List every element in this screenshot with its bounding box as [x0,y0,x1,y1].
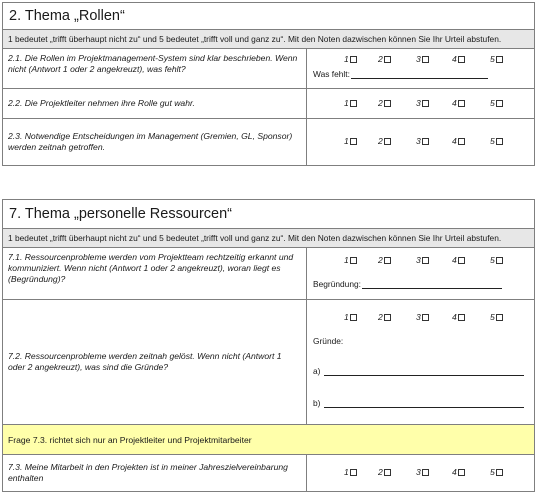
question-row [3,455,534,491]
rating-option[interactable] [378,255,391,265]
text-answer-field[interactable] [313,69,488,79]
answer-line[interactable] [351,69,488,79]
rating-checkbox[interactable] [350,138,357,145]
rating-number: 5 [490,54,495,64]
answer-line[interactable] [362,279,502,289]
rating-option[interactable] [416,98,429,108]
rating-checkbox[interactable] [384,100,391,107]
answer-cell [307,89,534,118]
rating-scale [307,255,534,267]
rating-option[interactable] [416,467,429,477]
rating-option[interactable] [344,255,357,265]
text-answer-field[interactable] [313,279,502,289]
rating-checkbox[interactable] [384,138,391,145]
rating-number: 2 [378,312,383,322]
rating-checkbox[interactable] [384,56,391,63]
rating-checkbox[interactable] [458,257,465,264]
rating-option[interactable] [452,312,465,322]
question-text: 2.1. Die Rollen im Projektmanagement-System sind klar beschrieben. Wenn nicht (Antwort 1 oder 2 angekreuzt), was fehlt? [3,49,307,88]
rating-number: 3 [416,312,421,322]
answer-line[interactable] [324,366,524,376]
question-text: 7.2. Ressourcenprobleme werden zeitnah gelöst. Wenn nicht (Antwort 1 oder 2 angekreuzt), was sind die Gründe? [3,300,307,424]
section-personelle-ressourcen [2,199,535,492]
rating-option[interactable] [416,54,429,64]
rating-number: 1 [344,98,349,108]
rating-number: 1 [344,467,349,477]
rating-option[interactable] [490,467,503,477]
rating-option[interactable] [344,467,357,477]
rating-option[interactable] [490,255,503,265]
rating-checkbox[interactable] [384,257,391,264]
rating-number: 3 [416,98,421,108]
section-rollen [2,2,535,166]
rating-option[interactable] [452,255,465,265]
answer-cell [307,119,534,165]
rating-checkbox[interactable] [496,469,503,476]
rating-checkbox[interactable] [384,314,391,321]
rating-checkbox[interactable] [350,469,357,476]
rating-number: 1 [344,312,349,322]
rating-option[interactable] [344,312,357,322]
rating-option[interactable] [490,54,503,64]
rating-number: 5 [490,98,495,108]
rating-checkbox[interactable] [422,100,429,107]
rating-number: 5 [490,136,495,146]
rating-number: 2 [378,467,383,477]
rating-number: 3 [416,54,421,64]
rating-checkbox[interactable] [496,56,503,63]
rating-number: 2 [378,255,383,265]
rating-option[interactable] [344,54,357,64]
question-row [3,248,534,300]
rating-scale [307,312,534,324]
rating-number: 2 [378,136,383,146]
text-answer-field [313,336,343,346]
rating-option[interactable] [416,312,429,322]
answer-cell [307,300,534,424]
rating-checkbox[interactable] [458,314,465,321]
rating-option[interactable] [378,312,391,322]
rating-checkbox[interactable] [458,138,465,145]
rating-option[interactable] [378,98,391,108]
section-title: 2. Thema „Rollen“ [3,3,534,30]
rating-option[interactable] [378,54,391,64]
rating-option[interactable] [378,467,391,477]
rating-number: 2 [378,98,383,108]
rating-checkbox[interactable] [422,56,429,63]
question-row [3,49,534,89]
answer-cell [307,248,534,299]
text-answer-field-b[interactable] [313,398,524,408]
rating-option[interactable] [452,467,465,477]
rating-option[interactable] [344,136,357,146]
scale-description: 1 bedeutet „trifft überhaupt nicht zu“ und 5 bedeutet „trifft voll und ganz zu“. Mit den Noten dazwischen können Sie Ihr Urteil abstufen. [3,30,534,49]
rating-number: 4 [452,54,457,64]
rating-number: 5 [490,255,495,265]
rating-checkbox[interactable] [496,100,503,107]
rating-option[interactable] [490,136,503,146]
rating-number: 3 [416,255,421,265]
rating-checkbox[interactable] [496,314,503,321]
scale-description: 1 bedeutet „trifft überhaupt nicht zu“ und 5 bedeutet „trifft voll und ganz zu“. Mit den Noten dazwischen können Sie Ihr Urteil abstufen. [3,229,534,248]
rating-number: 4 [452,255,457,265]
rating-checkbox[interactable] [422,314,429,321]
rating-checkbox[interactable] [458,469,465,476]
rating-option[interactable] [452,136,465,146]
rating-number: 1 [344,136,349,146]
question-text: 2.2. Die Projektleiter nehmen ihre Rolle gut wahr. [3,89,307,118]
rating-checkbox[interactable] [458,56,465,63]
rating-number: 5 [490,467,495,477]
rating-number: 4 [452,136,457,146]
rating-option[interactable] [452,98,465,108]
question-row [3,119,534,165]
rating-option[interactable] [490,98,503,108]
rating-scale [307,136,534,148]
section-title: 7. Thema „personelle Ressourcen“ [3,200,534,229]
rating-option[interactable] [416,255,429,265]
rating-scale [307,54,534,66]
field-label: Was fehlt: [313,69,350,79]
rating-number: 4 [452,312,457,322]
rating-checkbox[interactable] [350,100,357,107]
rating-number: 3 [416,136,421,146]
note-row: Frage 7.3. richtet sich nur an Projektleiter und Projektmitarbeiter [3,425,534,455]
rating-number: 3 [416,467,421,477]
field-label: Gründe: [313,336,344,346]
rating-option[interactable] [490,312,503,322]
answer-line[interactable] [324,398,524,408]
rating-option[interactable] [452,54,465,64]
rating-number: 1 [344,54,349,64]
question-text: 2.3. Notwendige Entscheidungen im Management (Gremien, GL, Sponsor) werden zeitnah getroffen. [3,119,307,165]
rating-number: 5 [490,312,495,322]
rating-number: 4 [452,467,457,477]
question-text: 7.3. Meine Mitarbeit in den Projekten ist in meiner Jahreszielvereinbarung enthalten [3,455,307,491]
rating-option[interactable] [378,136,391,146]
rating-number: 4 [452,98,457,108]
answer-cell [307,455,534,491]
rating-option[interactable] [344,98,357,108]
rating-checkbox[interactable] [422,469,429,476]
rating-checkbox[interactable] [350,257,357,264]
rating-checkbox[interactable] [350,314,357,321]
rating-checkbox[interactable] [350,56,357,63]
answer-cell [307,49,534,88]
rating-checkbox[interactable] [496,257,503,264]
question-row [3,300,534,425]
rating-checkbox[interactable] [422,257,429,264]
field-label: b) [313,398,321,408]
rating-checkbox[interactable] [496,138,503,145]
rating-number: 2 [378,54,383,64]
field-label: Begründung: [313,279,361,289]
question-row [3,89,534,119]
question-text: 7.1. Ressourcenprobleme werden vom Projektteam rechtzeitig erkannt und kommuniziert. Wenn nicht (Antwort 1 oder 2 angekreuzt), woran liegt es (Begründung)? [3,248,307,299]
rating-checkbox[interactable] [458,100,465,107]
rating-scale [307,467,534,479]
rating-number: 1 [344,255,349,265]
rating-checkbox[interactable] [422,138,429,145]
rating-option[interactable] [416,136,429,146]
rating-scale [307,98,534,110]
rating-checkbox[interactable] [384,469,391,476]
field-label: a) [313,366,321,376]
text-answer-field-a[interactable] [313,366,524,376]
